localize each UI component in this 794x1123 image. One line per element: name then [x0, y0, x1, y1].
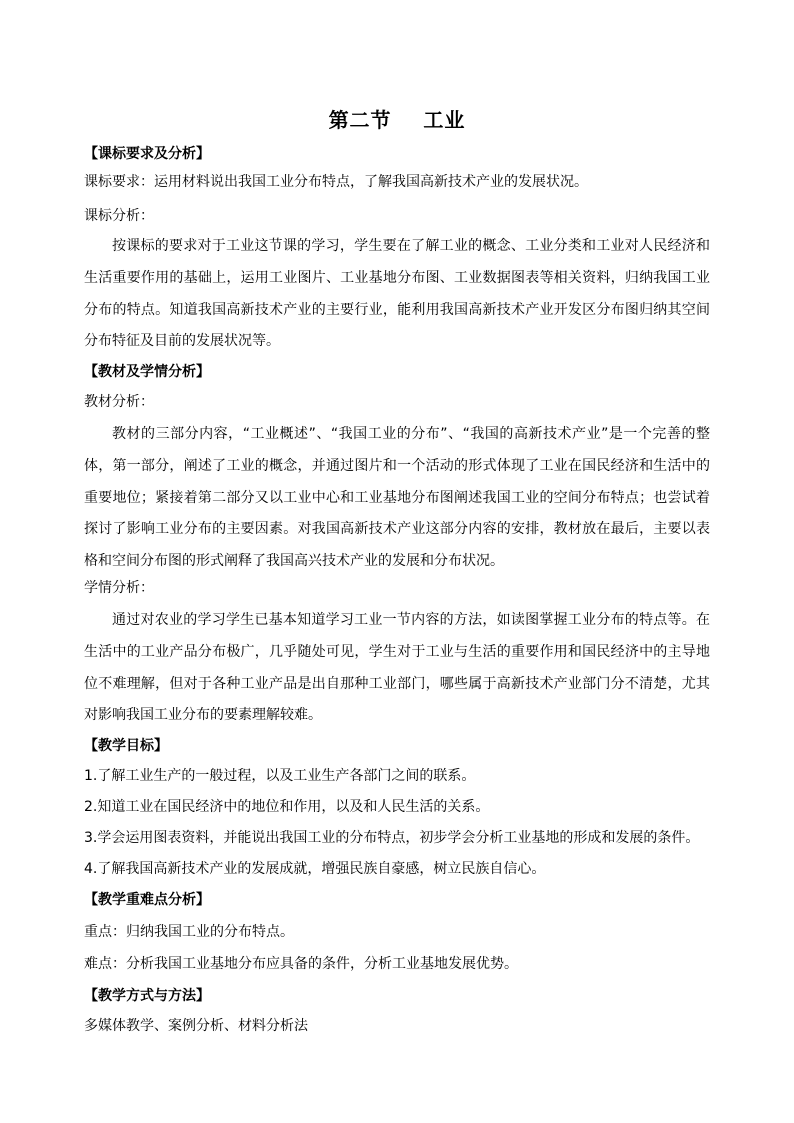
- section-heading-methods: 【教学方式与方法】: [84, 988, 210, 1004]
- objective-item-4: 4.了解我国高新技术产业的发展成就，增强民族自豪感，树立民族自信心。: [84, 861, 546, 877]
- curriculum-analysis-label: 课标分析：: [84, 208, 154, 224]
- section-heading-curriculum: 【课标要求及分析】: [84, 146, 210, 162]
- objective-item-3: 3.学会运用图表资料，并能说出我国工业的分布特点，初步学会分析工业基地的形成和发展的条件。: [84, 830, 700, 846]
- textbook-analysis-label: 教材分析：: [84, 394, 154, 410]
- textbook-analysis-paragraph: 教材的三部分内容，“工业概述”、“我国工业的分布”、“我国的高新技术产业”是一个完善的整体，第一部分，阐述了工业的概念，并通过图片和一个活动的形式体现了工业在国民经济和生活中的重要地位；紧接着第二部分又以工业中心和工业基地分布图阐述我国工业的空间分布特点；也尝试着探讨了影响工业分布的主要因素。对我国高新技术产业这部分内容的安排，教材放在最后，主要以表格和空间分布图的形式阐释了我国高兴技术产业的发展和分布状况。: [84, 426, 710, 570]
- objective-item-2: 2.知道工业在国民经济中的地位和作用，以及和人民生活的关系。: [84, 799, 490, 815]
- curriculum-requirement: 课标要求：运用材料说出我国工业分布特点，了解我国高新技术产业的发展状况。: [84, 174, 588, 190]
- section-heading-materials: 【教材及学情分析】: [84, 364, 210, 380]
- curriculum-analysis-paragraph: 按课标的要求对于工业这节课的学习，学生要在了解工业的概念、工业分类和工业对人民经济和生活重要作用的基础上，运用工业图片、工业基地分布图、工业数据图表等相关资料，归纳我国工业分布的特点。知道我国高新技术产业的主要行业，能利用我国高新技术产业开发区分布图归纳其空间分布特征及目前的发展状况等。: [84, 238, 710, 350]
- objective-item-1: 1.了解工业生产的一般过程，以及工业生产各部门之间的联系。: [84, 768, 476, 784]
- teaching-methods: 多媒体教学、案例分析、材料分析法: [84, 1018, 308, 1034]
- page-title: 第二节 工业: [328, 108, 466, 132]
- students-analysis-paragraph: 通过对农业的学习学生已基本知道学习工业一节内容的方法，如读图掌握工业分布的特点等。在生活中的工业产品分布极广，几乎随处可见，学生对于工业与生活的重要作用和国民经济中的主导地位不难理解，但对于各种工业产品是出自那种工业部门，哪些属于高新技术产业部门分不清楚，尤其对影响我国工业分布的要素理解较难。: [84, 612, 710, 724]
- difficult-point: 难点：分析我国工业基地分布应具备的条件，分析工业基地发展优势。: [84, 956, 518, 972]
- key-point: 重点：归纳我国工业的分布特点。: [84, 924, 294, 940]
- section-heading-objectives: 【教学目标】: [84, 738, 168, 754]
- section-heading-key-points: 【教学重难点分析】: [84, 892, 210, 908]
- students-analysis-label: 学情分析：: [84, 580, 154, 596]
